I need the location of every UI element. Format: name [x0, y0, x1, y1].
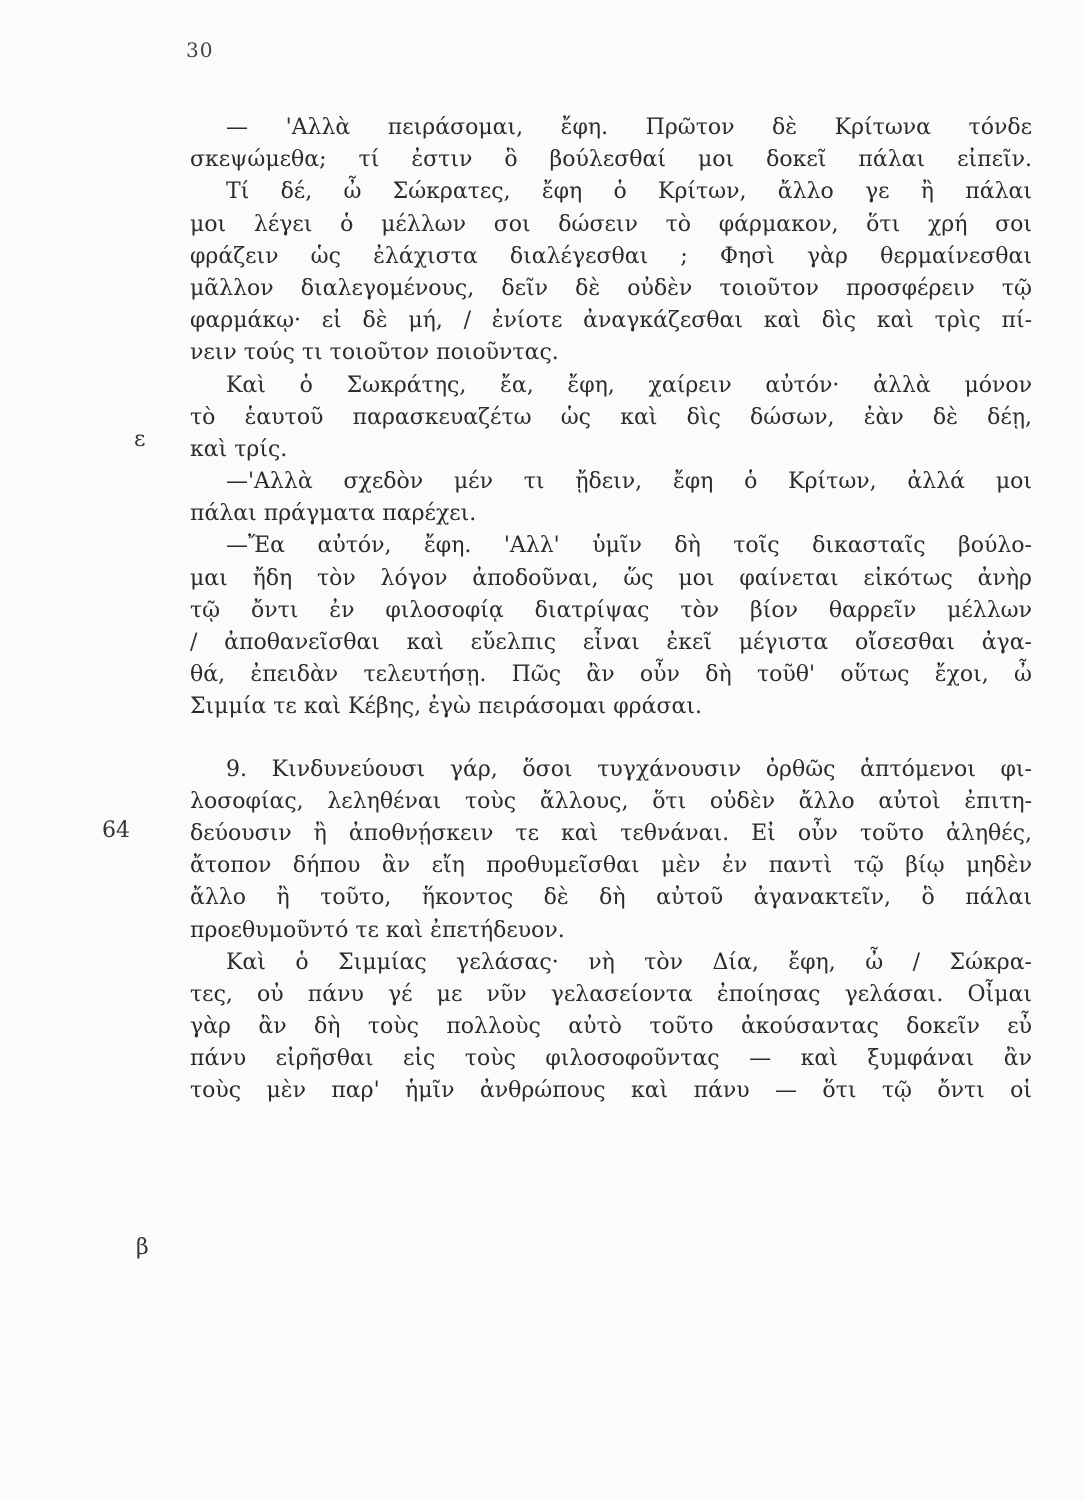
text-line: μᾶλλον διαλεγομένους, δεῖν δὲ οὐδὲν τοιοῦτον προσφέρειν τῷ	[190, 275, 1032, 301]
text-line: τῷ ὄντι ἐν φιλοσοφίᾳ διατρίψας τὸν βίον θαρρεῖν μέλλων	[190, 597, 1032, 623]
text-line: καὶ τρίς.	[190, 436, 288, 462]
page-number: 30	[186, 38, 214, 62]
text-line: λοσοφίας, λεληθέναι τοὺς ἄλλους, ὅτι οὐδὲν ἄλλο αὐτοὶ ἐπιτη-	[190, 788, 1032, 814]
main-text	[190, 112, 1032, 1108]
text-line: τες, οὐ πάνυ γέ με νῦν γελασείοντα ἐποίησας γελάσαι. Οἶμαι	[190, 981, 1032, 1007]
text-line: θά, ἐπειδὰν τελευτήσῃ. Πῶς ἂν οὖν δὴ τοῦθ' οὕτως ἔχοι, ὦ	[190, 662, 1032, 688]
margin-note-e: ε	[134, 427, 146, 452]
text-line: μοι λέγει ὁ μέλλων σοι δώσειν τὸ φάρμακον, ὅτι χρή σοι	[190, 211, 1032, 237]
text-line: — 'Αλλὰ πειράσομαι, ἔφη. Πρῶτον δὲ Κρίτωνα τόνδε	[226, 115, 1032, 140]
margin-note-b: β	[136, 1235, 149, 1260]
text-line: πάνυ εἰρῆσθαι εἰς τοὺς φιλοσοφοῦντας — καὶ ξυμφάναι ἂν	[190, 1046, 1032, 1072]
text-line: / ἀποθανεῖσθαι καὶ εὔελπις εἶναι ἐκεῖ μέγιστα οἴσεσθαι ἀγα-	[190, 630, 1032, 655]
text-line: ἄλλο ἢ τοῦτο, ἥκοντος δὲ δὴ αὐτοῦ ἀγανακτεῖν, ὃ πάλαι	[190, 885, 1032, 911]
text-line: Καὶ ὁ Σωκράτης, ἔα, ἔφη, χαίρειν αὐτόν· ἀλλὰ μόνον	[226, 372, 1032, 398]
text-line: φαρμάκῳ· εἰ δὲ μή, / ἐνίοτε ἀναγκάζεσθαι καὶ δὶς καὶ τρὶς πί-	[190, 308, 1032, 334]
text-line: 9. Κινδυνεύουσι γάρ, ὅσοι τυγχάνουσιν ὀρθῶς ἁπτόμενοι φι-	[226, 756, 1032, 782]
margin-note-64: 64	[102, 818, 130, 843]
text-line: φράζειν ὡς ἐλάχιστα διαλέγεσθαι ; Φησὶ γὰρ θερμαίνεσθαι	[190, 243, 1032, 269]
text-line: γὰρ ἂν δὴ τοὺς πολλοὺς αὐτὸ τοῦτο ἀκούσαντας δοκεῖν εὖ	[190, 1014, 1032, 1040]
text-line: τοὺς μὲν παρ' ἡμῖν ἀνθρώπους καὶ πάνυ — ὅτι τῷ ὄντι οἱ	[190, 1078, 1032, 1104]
text-line: σκεψώμεθα; τί ἐστιν ὃ βούλεσθαί μοι δοκεῖ πάλαι εἰπεῖν.	[190, 147, 1032, 173]
text-line: —Ἔα αὐτόν, ἔφη. 'Αλλ' ὑμῖν δὴ τοῖς δικασταῖς βούλο-	[226, 533, 1032, 559]
text-line: Σιμμία τε καὶ Κέβης, ἐγὼ πειράσομαι φράσαι.	[190, 694, 702, 720]
text-line: τὸ ἑαυτοῦ παρασκευαζέτω ὡς καὶ δὶς δώσων, ἐὰν δὲ δέῃ,	[190, 404, 1032, 430]
text-line: Τί δέ, ὦ Σώκρατες, ἔφη ὁ Κρίτων, ἄλλο γε ἢ πάλαι	[226, 179, 1032, 205]
text-line: Καὶ ὁ Σιμμίας γελάσας· νὴ τὸν Δία, ἔφη, ὦ / Σώκρα-	[226, 949, 1032, 975]
text-line: νειν τούς τι τοιοῦτον ποιοῦντας.	[190, 340, 559, 366]
text-line: —'Αλλὰ σχεδὸν μέν τι ᾔδειν, ἔφη ὁ Κρίτων, ἀλλά μοι	[226, 469, 1032, 495]
text-line: ἄτοπον δήπου ἂν εἴη προθυμεῖσθαι μὲν ἐν παντὶ τῷ βίῳ μηδὲν	[190, 853, 1032, 879]
text-line: δεύουσιν ἢ ἀποθνῄσκειν τε καὶ τεθνάναι. Εἰ οὖν τοῦτο ἀληθές,	[190, 820, 1032, 846]
text-line: προεθυμοῦντό τε καὶ ἐπετήδευον.	[190, 917, 565, 943]
text-line: μαι ἤδη τὸν λόγον ἀποδοῦναι, ὥς μοι φαίνεται εἰκότως ἀνὴρ	[190, 565, 1032, 591]
text-line: πάλαι πράγματα παρέχει.	[190, 501, 477, 527]
